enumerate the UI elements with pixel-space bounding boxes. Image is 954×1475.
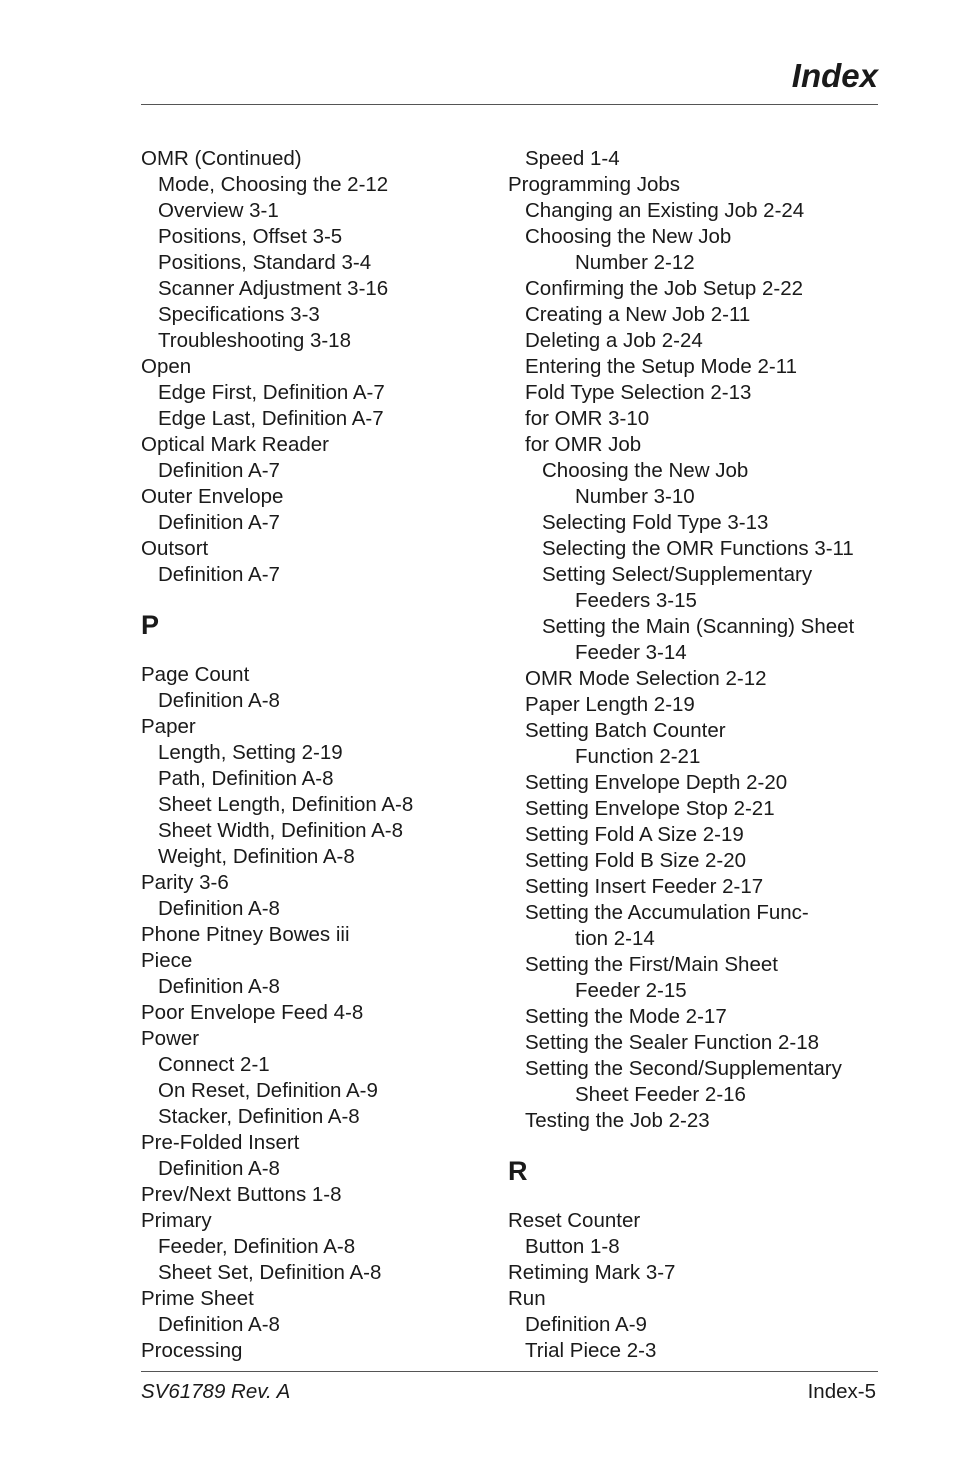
index-entry: OMR (Continued) — [141, 147, 302, 170]
index-entry: Outer Envelope — [141, 485, 284, 508]
index-subentry: tion 2-14 — [575, 927, 655, 950]
index-entry: Outsort — [141, 537, 209, 560]
index-subentry: Definition A-8 — [158, 975, 280, 998]
index-subentry: Stacker, Definition A-8 — [158, 1105, 360, 1128]
index-subentry: Testing the Job 2-23 — [525, 1109, 710, 1132]
index-subentry: Specifications 3-3 — [158, 303, 320, 326]
index-column-left — [141, 146, 491, 1364]
index-subentry: Setting Batch Counter — [525, 719, 726, 742]
index-entry: Primary — [141, 1209, 212, 1232]
index-subentry: Button 1-8 — [525, 1235, 620, 1258]
page-title: Index — [791, 57, 878, 94]
index-subentry: Setting Fold A Size 2-19 — [525, 823, 744, 846]
index-subentry: Setting the First/Main Sheet — [525, 953, 778, 976]
index-subentry: Edge First, Definition A-7 — [158, 381, 385, 404]
page-number: Index-5 — [807, 1380, 876, 1403]
index-entry: Open — [141, 355, 192, 378]
index-subentry: Sheet Width, Definition A-8 — [158, 819, 403, 842]
index-subentry: Entering the Setup Mode 2-11 — [525, 355, 797, 378]
index-entry: Page Count — [141, 663, 250, 686]
index-subentry: Positions, Standard 3-4 — [158, 251, 372, 274]
index-entry: Prev/Next Buttons 1-8 — [141, 1183, 342, 1206]
index-subentry: Path, Definition A-8 — [158, 767, 334, 790]
index-subentry: Definition A-8 — [158, 1313, 280, 1336]
index-subentry: Number 2-12 — [575, 251, 695, 274]
index-entry: Piece — [141, 949, 193, 972]
index-entry: Power — [141, 1027, 200, 1050]
index-subentry: Choosing the New Job — [542, 459, 749, 482]
index-subentry: Choosing the New Job — [525, 225, 732, 248]
index-subentry: for OMR 3-10 — [525, 407, 650, 430]
index-entry: Pre-Folded Insert — [141, 1131, 300, 1154]
index-subentry: Definition A-7 — [158, 459, 280, 482]
index-subentry: Setting Envelope Depth 2-20 — [525, 771, 788, 794]
index-subentry: Selecting the OMR Functions 3-11 — [542, 537, 854, 560]
index-subentry: Setting the Accumulation Func- — [525, 901, 809, 924]
index-subentry: Weight, Definition A-8 — [158, 845, 355, 868]
index-subentry: Setting the Sealer Function 2-18 — [525, 1031, 820, 1054]
index-subentry: for OMR Job — [525, 433, 642, 456]
footer-divider — [141, 1371, 878, 1372]
index-subentry: Overview 3-1 — [158, 199, 279, 222]
index-entry: Run — [508, 1287, 546, 1310]
index-subentry: Mode, Choosing the 2-12 — [158, 173, 389, 196]
index-entry: Prime Sheet — [141, 1287, 254, 1310]
index-subentry: Positions, Offset 3-5 — [158, 225, 343, 248]
index-subentry: Selecting Fold Type 3-13 — [542, 511, 769, 534]
index-subentry: Definition A-9 — [525, 1313, 647, 1336]
index-entry: Processing — [141, 1339, 243, 1362]
index-entry: Paper — [141, 715, 196, 738]
index-subentry: Feeder 2-15 — [575, 979, 687, 1002]
index-entry: Optical Mark Reader — [141, 433, 329, 456]
index-entry: Programming Jobs — [508, 173, 681, 196]
index-subentry: Troubleshooting 3-18 — [158, 329, 351, 352]
index-subentry: Edge Last, Definition A-7 — [158, 407, 384, 430]
index-subentry: Confirming the Job Setup 2-22 — [525, 277, 804, 300]
index-entry: Retiming Mark 3-7 — [508, 1261, 676, 1284]
index-subentry: Feeders 3-15 — [575, 589, 697, 612]
index-subentry: Paper Length 2-19 — [525, 693, 695, 716]
index-section-letter: P — [141, 610, 160, 640]
index-subentry: Length, Setting 2-19 — [158, 741, 343, 764]
index-subentry: Number 3-10 — [575, 485, 695, 508]
index-entry: Poor Envelope Feed 4-8 — [141, 1001, 364, 1024]
header-divider — [141, 104, 878, 105]
index-column-right — [508, 146, 888, 1364]
index-subentry: Setting Insert Feeder 2-17 — [525, 875, 764, 898]
index-subentry: Setting Select/Supplementary — [542, 563, 813, 586]
index-subentry: Setting the Main (Scanning) Sheet — [542, 615, 855, 638]
index-subentry: Feeder, Definition A-8 — [158, 1235, 356, 1258]
index-subentry: Sheet Length, Definition A-8 — [158, 793, 414, 816]
index-subentry: Function 2-21 — [575, 745, 701, 768]
index-subentry: Definition A-7 — [158, 511, 280, 534]
index-subentry: Speed 1-4 — [525, 147, 620, 170]
index-subentry: Setting the Mode 2-17 — [525, 1005, 727, 1028]
index-subentry: Definition A-8 — [158, 1157, 280, 1180]
index-section-letter: R — [508, 1156, 528, 1186]
index-subentry: Setting the Second/Supplementary — [525, 1057, 842, 1080]
index-subentry: Setting Fold B Size 2-20 — [525, 849, 747, 872]
index-entry: Phone Pitney Bowes iii — [141, 923, 350, 946]
index-subentry: Deleting a Job 2-24 — [525, 329, 703, 352]
index-subentry: Trial Piece 2-3 — [525, 1339, 657, 1362]
index-subentry: Definition A-8 — [158, 897, 280, 920]
index-subentry: Sheet Set, Definition A-8 — [158, 1261, 382, 1284]
index-subentry: Fold Type Selection 2-13 — [525, 381, 752, 404]
index-subentry: Changing an Existing Job 2-24 — [525, 199, 805, 222]
index-subentry: Connect 2-1 — [158, 1053, 270, 1076]
index-subentry: Feeder 3-14 — [575, 641, 687, 664]
index-subentry: Scanner Adjustment 3-16 — [158, 277, 389, 300]
index-subentry: Definition A-8 — [158, 689, 280, 712]
document-id: SV61789 Rev. A — [141, 1380, 291, 1403]
index-entry: Parity 3-6 — [141, 871, 229, 894]
index-subentry: Creating a New Job 2-11 — [525, 303, 751, 326]
index-subentry: OMR Mode Selection 2-12 — [525, 667, 767, 690]
index-subentry: Sheet Feeder 2-16 — [575, 1083, 746, 1106]
index-entry: Reset Counter — [508, 1209, 641, 1232]
index-subentry: Definition A-7 — [158, 563, 280, 586]
index-subentry: Setting Envelope Stop 2-21 — [525, 797, 775, 820]
index-subentry: On Reset, Definition A-9 — [158, 1079, 378, 1102]
